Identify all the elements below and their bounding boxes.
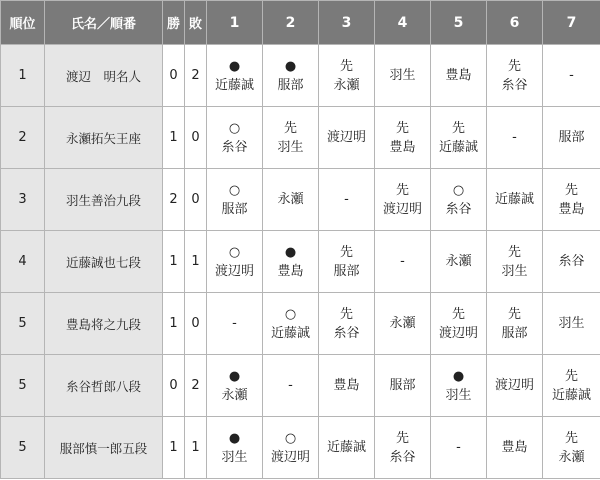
header-wins: 勝 [163,1,185,45]
wins-cell: 1 [163,231,185,293]
round-1-cell [207,355,263,417]
round-3-cell [319,231,375,293]
rank-cell: 1 [1,45,45,107]
round-5-cell [431,231,487,293]
opponent-name: 糸谷 [501,77,528,93]
result-mark: 先 [564,182,578,198]
result-mark: 先 [339,58,353,74]
wins-cell: 2 [163,169,185,231]
losses-cell: 0 [185,169,207,231]
round-1-cell [207,45,263,107]
round-7-cell [543,169,600,231]
opponent-name: - [232,316,237,331]
result-mark: ○ [284,430,297,446]
opponent-name: - [288,378,293,393]
round-2-cell [263,293,319,355]
opponent-name: 渡辺明 [494,378,534,393]
result-mark: 先 [339,306,353,322]
result-mark: ○ [228,120,241,136]
header-row [1,1,600,45]
table-row [1,355,600,417]
result-mark: 先 [564,430,578,446]
result-mark: 先 [564,368,578,384]
result-mark: ● [228,430,241,446]
opponent-name: 羽生 [277,139,304,155]
round-3-cell [319,355,375,417]
opponent-name: 永瀬 [221,387,248,403]
round-1-cell [207,417,263,479]
round-6-cell [487,231,543,293]
round-7-cell [543,231,600,293]
result-mark: 先 [507,58,521,74]
header-round-1: 1 [207,1,263,45]
result-mark: 先 [283,120,297,136]
round-6-cell [487,107,543,169]
round-3-cell [319,293,375,355]
player-name: 糸谷哲郎八段 [45,355,163,417]
opponent-name: 豊島 [558,201,585,217]
header-name: 氏名／順番 [45,1,163,45]
opponent-name: - [569,68,574,83]
opponent-name: - [512,130,517,145]
result-mark: 先 [395,120,409,136]
header-round-3: 3 [319,1,375,45]
table-body [1,45,600,479]
opponent-name: - [456,440,461,455]
wins-cell: 1 [163,417,185,479]
opponent-name: 渡辺明 [382,201,422,217]
result-mark: ○ [452,182,465,198]
result-mark: 先 [395,430,409,446]
header-round-6: 6 [487,1,543,45]
losses-cell: 1 [185,231,207,293]
round-3-cell [319,107,375,169]
opponent-name: - [344,192,349,207]
opponent-name: 糸谷 [389,449,416,465]
opponent-name: 渡辺明 [438,325,478,341]
header-round-4: 4 [375,1,431,45]
player-name: 服部慎一郎五段 [45,417,163,479]
result-mark: ○ [228,244,241,260]
opponent-name: 豊島 [501,440,528,455]
opponent-name: 豊島 [445,68,472,83]
round-5-cell [431,355,487,417]
opponent-name: 渡辺明 [214,263,254,279]
round-5-cell [431,107,487,169]
opponent-name: - [400,254,405,269]
round-5-cell [431,293,487,355]
opponent-name: 永瀬 [333,77,360,93]
round-5-cell [431,45,487,107]
round-2-cell [263,169,319,231]
round-6-cell [487,417,543,479]
result-mark: 先 [451,306,465,322]
opponent-name: 羽生 [221,449,248,465]
result-mark: 先 [339,244,353,260]
result-mark: ○ [284,306,297,322]
header-round-2: 2 [263,1,319,45]
round-4-cell [375,355,431,417]
round-4-cell [375,293,431,355]
opponent-name: 服部 [501,325,528,341]
opponent-name: 糸谷 [333,325,360,341]
opponent-name: 糸谷 [558,254,585,269]
opponent-name: 服部 [277,77,304,93]
round-7-cell [543,355,600,417]
opponent-name: 永瀬 [277,192,304,207]
opponent-name: 近藤誠 [214,77,254,93]
player-name: 近藤誠也七段 [45,231,163,293]
opponent-name: 渡辺明 [326,130,366,145]
round-7-cell [543,45,600,107]
losses-cell: 0 [185,107,207,169]
round-3-cell [319,417,375,479]
opponent-name: 近藤誠 [326,440,366,455]
player-name: 豊島将之九段 [45,293,163,355]
opponent-name: 豊島 [389,139,416,155]
round-3-cell [319,45,375,107]
round-7-cell [543,293,600,355]
rank-cell: 4 [1,231,45,293]
round-4-cell [375,231,431,293]
losses-cell: 2 [185,45,207,107]
rank-cell: 5 [1,293,45,355]
header-losses: 敗 [185,1,207,45]
round-1-cell [207,169,263,231]
round-2-cell [263,417,319,479]
result-mark: 先 [507,306,521,322]
round-7-cell [543,417,600,479]
table-row [1,417,600,479]
opponent-name: 豊島 [333,378,360,393]
losses-cell: 1 [185,417,207,479]
opponent-name: 永瀬 [445,254,472,269]
wins-cell: 0 [163,45,185,107]
player-name: 羽生善治九段 [45,169,163,231]
result-mark: ● [228,368,241,384]
result-mark: 先 [395,182,409,198]
rank-cell: 3 [1,169,45,231]
header-round-7: 7 [543,1,600,45]
rank-cell: 5 [1,355,45,417]
opponent-name: 近藤誠 [494,192,534,207]
round-1-cell [207,231,263,293]
opponent-name: 永瀬 [389,316,416,331]
player-name: 渡辺 明名人 [45,45,163,107]
result-mark: ● [284,244,297,260]
opponent-name: 糸谷 [445,201,472,217]
player-name: 永瀬拓矢王座 [45,107,163,169]
result-mark: ● [228,58,241,74]
result-mark: ○ [228,182,241,198]
opponent-name: 永瀬 [558,449,585,465]
table-row [1,45,600,107]
rank-cell: 5 [1,417,45,479]
opponent-name: 近藤誠 [551,387,591,403]
opponent-name: 服部 [333,263,360,279]
round-1-cell [207,107,263,169]
opponent-name: 服部 [221,201,248,217]
opponent-name: 服部 [389,378,416,393]
round-4-cell [375,417,431,479]
table-row [1,231,600,293]
table-row [1,169,600,231]
table-row [1,293,600,355]
opponent-name: 豊島 [277,263,304,279]
round-7-cell [543,107,600,169]
header-rank: 順位 [1,1,45,45]
opponent-name: 羽生 [501,263,528,279]
round-2-cell [263,45,319,107]
round-6-cell [487,293,543,355]
round-5-cell [431,417,487,479]
round-4-cell [375,45,431,107]
round-6-cell [487,45,543,107]
round-5-cell [431,169,487,231]
opponent-name: 近藤誠 [438,139,478,155]
round-6-cell [487,169,543,231]
round-2-cell [263,107,319,169]
wins-cell: 1 [163,107,185,169]
round-4-cell [375,107,431,169]
table-row [1,107,600,169]
losses-cell: 0 [185,293,207,355]
wins-cell: 0 [163,355,185,417]
losses-cell: 2 [185,355,207,417]
wins-cell: 1 [163,293,185,355]
result-mark: ● [452,368,465,384]
opponent-name: 羽生 [445,387,472,403]
round-2-cell [263,231,319,293]
opponent-name: 糸谷 [221,139,248,155]
opponent-name: 服部 [558,130,585,145]
round-1-cell [207,293,263,355]
opponent-name: 渡辺明 [270,449,310,465]
result-mark: 先 [451,120,465,136]
opponent-name: 羽生 [389,68,416,83]
round-2-cell [263,355,319,417]
round-4-cell [375,169,431,231]
header-round-5: 5 [431,1,487,45]
result-mark: 先 [507,244,521,260]
round-3-cell [319,169,375,231]
rank-cell: 2 [1,107,45,169]
round-6-cell [487,355,543,417]
opponent-name: 羽生 [558,316,585,331]
opponent-name: 近藤誠 [270,325,310,341]
result-mark: ● [284,58,297,74]
